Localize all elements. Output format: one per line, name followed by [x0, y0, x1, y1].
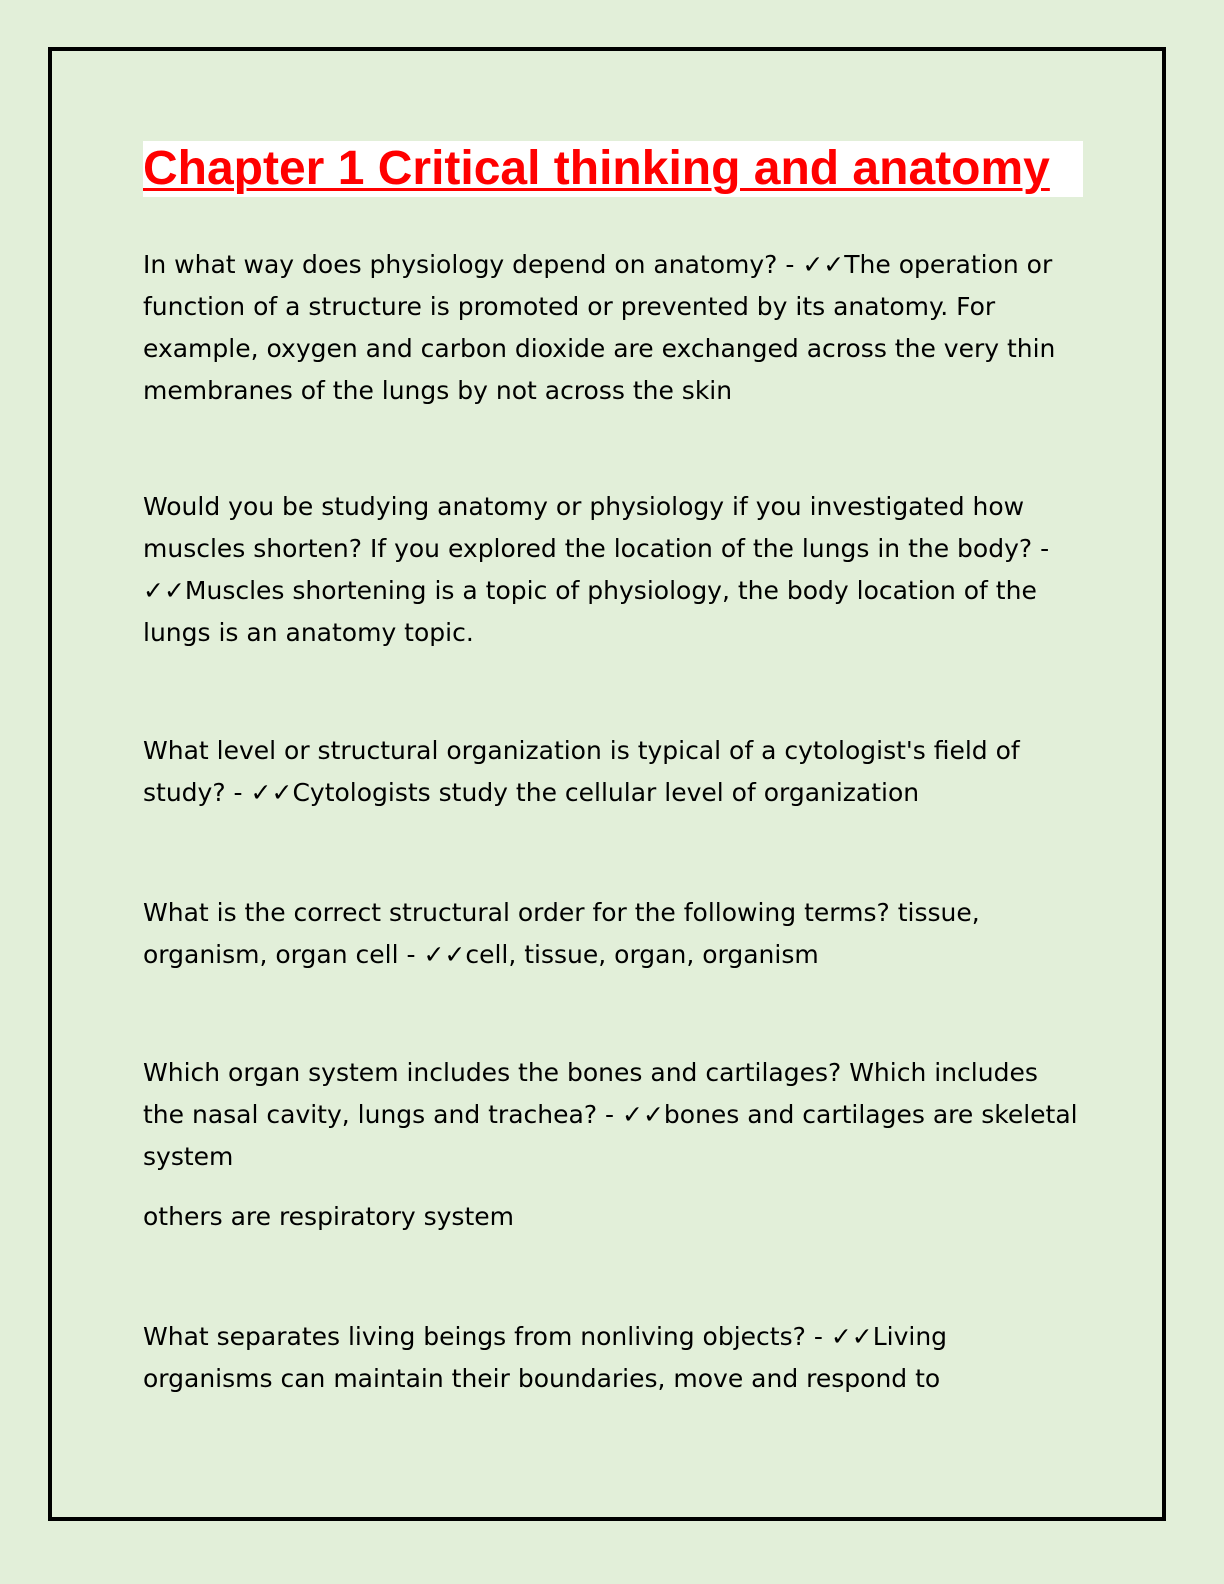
double-check-icon: ✓✓: [622, 1100, 664, 1129]
double-check-icon: ✓✓: [802, 250, 845, 279]
answer-1: The operation or function of a structure is promoted or prevented by its anatomy. For example, oxygen and carbon dioxide are exchanged across the very thin membranes of the lungs by not across the skin: [143, 250, 1056, 405]
answer-2: Muscles shortening is a topic of physiology, the body location of the lungs is an anatomy topic.: [143, 576, 1037, 647]
double-check-icon: ✓✓: [143, 576, 185, 605]
title-highlight: [143, 141, 1083, 197]
qa-item-3: [143, 730, 1083, 814]
double-check-icon: ✓✓: [423, 940, 466, 969]
question-3: What level or structural organization is typical of a cytologist's field of study? -: [143, 736, 1020, 807]
qa-item-1: [143, 244, 1083, 412]
qa-item-2: [143, 486, 1083, 654]
double-check-icon: ✓✓: [250, 778, 293, 807]
page-title: Chapter 1 Critical thinking and anatomy: [143, 142, 1050, 195]
answer-4: cell, tissue, organ, organism: [465, 940, 819, 969]
question-4: What is the correct structural order for the following terms? tissue, organism, organ cell -: [143, 898, 980, 969]
answer-6: Living organisms can maintain their boundaries, move and respond to: [143, 1322, 948, 1393]
qa-item-5: [143, 1052, 1083, 1178]
question-1: In what way does physiology depend on anatomy? -: [143, 250, 803, 279]
question-5: Which organ system includes the bones and cartilages? Which includes the nasal cavity, lungs and trachea? -: [143, 1058, 1038, 1129]
question-2: Would you be studying anatomy or physiology if you investigated how muscles shorten? If you explored the location of the lungs in the body? -: [143, 492, 1050, 563]
qa-item-4: [143, 892, 1083, 976]
answer-5: bones and cartilages are skeletal system: [143, 1100, 1078, 1171]
double-check-icon: ✓✓: [830, 1322, 873, 1351]
qa-item-6: [143, 1316, 1083, 1400]
question-6: What separates living beings from nonliving objects? -: [143, 1322, 831, 1351]
answer-5-continued: others are respiratory system: [143, 1202, 514, 1231]
answer-3: Cytologists study the cellular level of organization: [292, 778, 920, 807]
